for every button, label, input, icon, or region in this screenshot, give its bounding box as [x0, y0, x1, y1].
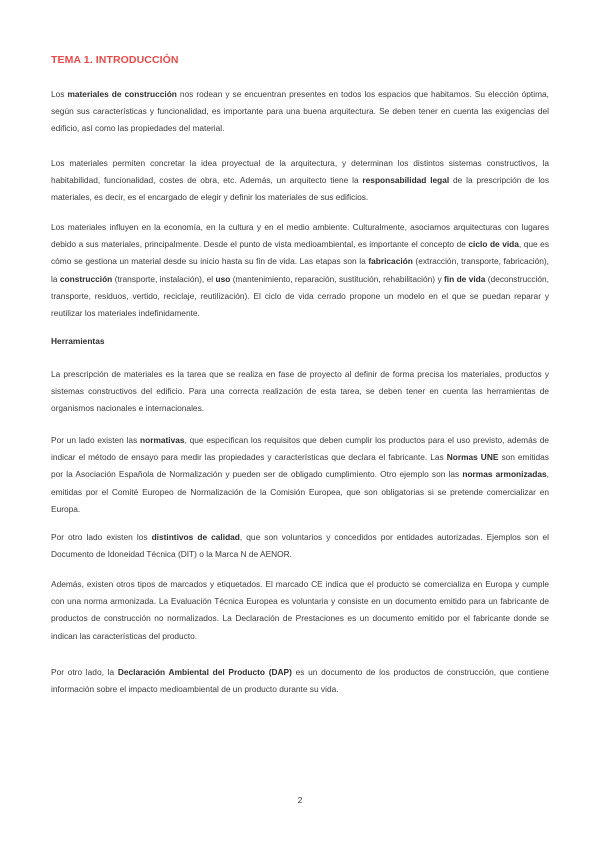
paragraph-dap: Por otro lado, la Declaración Ambiental del Producto (DAP) es un documento de los productos de construcción, que contiene información sobre el impacto medioambiental de un producto durante su vida.: [51, 667, 549, 695]
section-heading: Herramientas: [51, 336, 105, 346]
paragraph-distintivos: Por otro lado existen los distintivos de calidad, que son voluntarios y concedidos por entidades autorizadas. Ejemplos son el Documento de Idoneidad Técnica (DIT) o la Marca N de AENOR.: [51, 532, 549, 560]
page-number: 2: [297, 795, 303, 805]
paragraph-marcados: Además, existen otros tipos de marcados y etiquetados. El marcado CE indica que el producto se comercializa en Europa y cumple con una norma armonizada. La Evaluación Técnica Europea es voluntaria y consiste en un documento emitido para un fabricante de productos de construcción no normalizados. La Declaración de Prestaciones es un documento emitido por el fabricante donde se indican las características del producto.: [51, 579, 549, 641]
paragraph-proyecto: Los materiales permiten concretar la idea proyectual de la arquitectura, y determinan los distintos sistemas constructivos, la habitabilidad, funcionalidad, costes de obra, etc. Además, un arquitecto tiene la responsabilidad legal de la prescripción de los materiales, es decir, es el encargado de elegir y definir los materiales de sus edificios.: [51, 158, 549, 203]
paragraph-ciclo-de-vida: Los materiales influyen en la economía, en la cultura y en el medio ambiente. Culturalmente, asociamos arquitecturas con lugares debido a sus materiales, principalmente. Desde el punto de vista medioambiental, es importante el concepto de ciclo de vida, que es cómo se gestiona un material desde su inicio hasta su fin de vida. Las etapas son la fabricación (extracción, transporte, fabricación), la construcción (transporte, instalación), el uso (mantenimiento, reparación, sustitución, rehabilitación) y fin de vida (deconstrucción, transporte, residuos, vertido, reciclaje, reutilización). El ciclo de vida cerrado propone un modelo en el que se puedan reparar y reutilizar los materiales indefinidamente.: [51, 222, 550, 319]
page-title: TEMA 1. INTRODUCCIÓN: [51, 54, 179, 66]
paragraph-normativas: Por un lado existen las normativas, que especifican los requisitos que deben cumplir los productos para el uso previsto, además de indicar el método de ensayo para medir las propiedades y características que declara el fabricante. Las Normas UNE son emitidas por la Asociación Española de Normalización y pueden ser de obligado cumplimiento. Otro ejemplo son las normas armonizadas, emitidas por el Comité Europeo de Normalización de la Comisión Europea, que son obligatorias si se pretende comercializar en Europa.: [51, 435, 549, 514]
paragraph-prescripcion: La prescripción de materiales es la tarea que se realiza en fase de proyecto al definir de forma precisa los materiales, productos y sistemas constructivos del edificio. Para una correcta realización de esta tarea, se deben tener en cuenta las herramientas de organismos nacionales e internacionales.: [51, 369, 549, 414]
paragraph-intro: Los materiales de construcción nos rodean y se encuentran presentes en todos los espacios que habitamos. Su elección óptima, según sus características y funcionalidad, es importante para una buena arquitectura. Se deben tener en cuenta las exigencias del edificio, así como las propiedades del material.: [51, 89, 549, 134]
